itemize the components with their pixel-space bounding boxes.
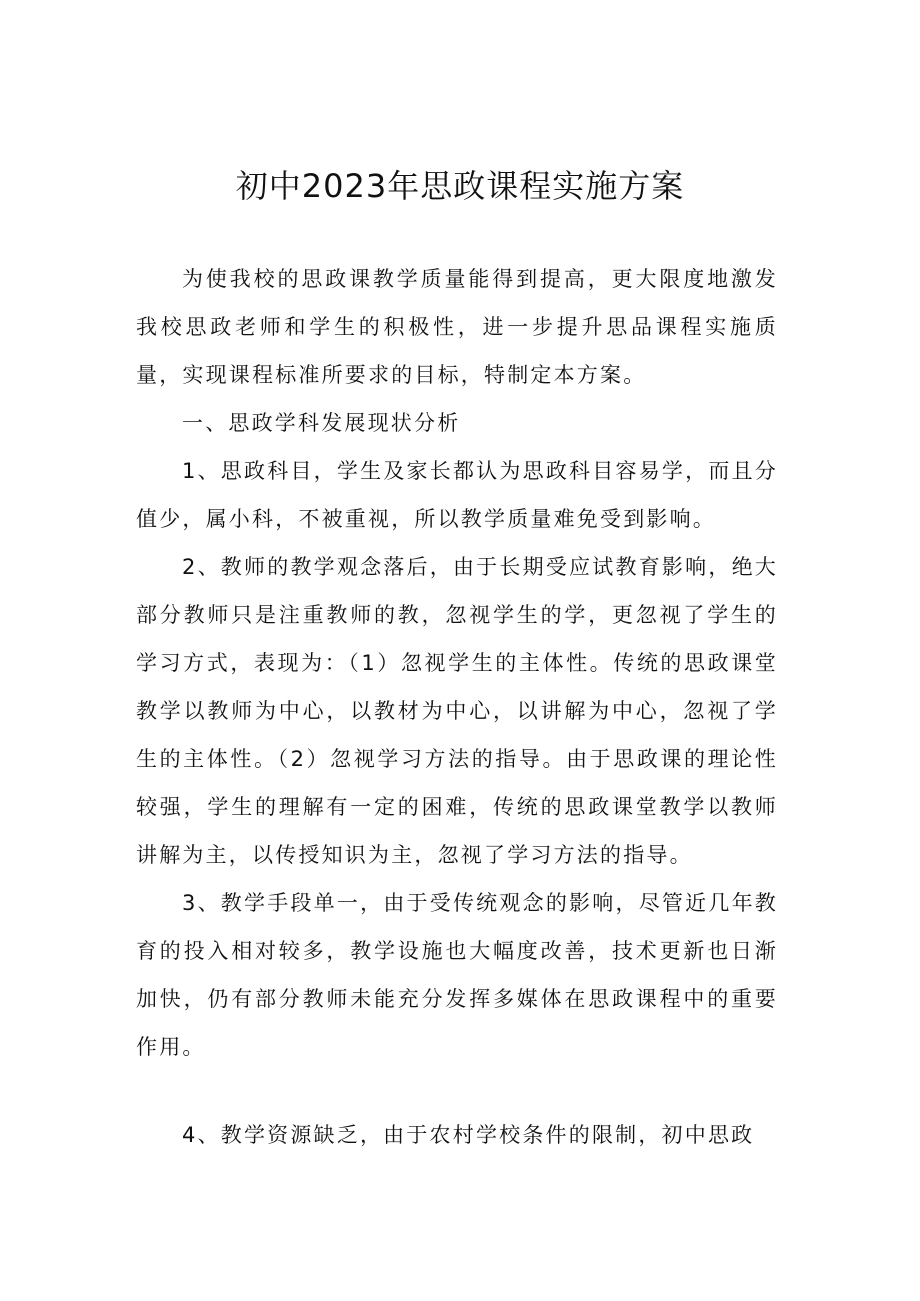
paragraph-point-2: 2、教师的教学观念落后，由于长期受应试教育影响，绝大部分教师只是注重教师的教，忽视学生的学，更忽视了学生的学习方式，表现为：（1）忽视学生的主体性。传统的思政课堂教学以教师为中心，以教材为中心，以讲解为中心，忽视了学生的主体性。（2）忽视学习方法的指导。由于思政课的理论性较强，学生的理解有一定的困难，传统的思政课堂教学以教师讲解为主，以传授知识为主，忽视了学习方法的指导。 xyxy=(136,555,778,867)
paragraph-point-3: 3、教学手段单一，由于受传统观念的影响，尽管近几年教育的投入相对较多，教学设施也大幅度改善，技术更新也日渐加快，仍有部分教师未能充分发挥多媒体在思政课程中的重要作用。 xyxy=(136,891,778,1059)
paragraph-intro: 为使我校的思政课教学质量能得到提高，更大限度地激发我校思政老师和学生的积极性，进一步提升思品课程实施质量，实现课程标准所要求的目标，特制定本方案。 xyxy=(136,267,778,387)
paragraph-point-1: 1、思政科目，学生及家长都认为思政科目容易学，而且分值少，属小科，不被重视，所以教学质量难免受到影响。 xyxy=(136,459,778,531)
section-heading: 一、思政学科发展现状分析 xyxy=(182,411,461,435)
document-title: 初中2023年思政课程实施方案 xyxy=(235,167,685,205)
paragraph-point-4: 4、教学资源缺乏，由于农村学校条件的限制，初中思政 xyxy=(182,1123,755,1147)
document-body xyxy=(136,255,778,1159)
